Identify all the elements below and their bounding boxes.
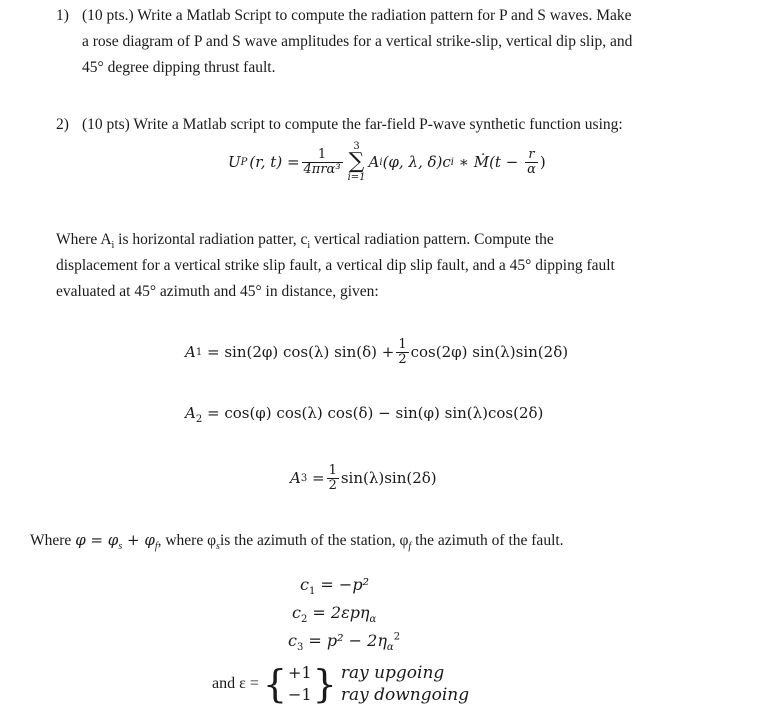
paragraph-line-1: Where $A_i$ is horizontal radiation patter, $c_i$ vertical radiation pattern. Compute the: [56, 231, 554, 252]
equation-epsilon: and ε = { +1 −1 } ray upgoing ray downgoing: [212, 662, 470, 706]
equation-a3: A 3 = $\frac{1}{2}$ sin(λ)sin(2δ): [290, 462, 437, 493]
problem-1-line-3: 45° degree dipping thrust fault.: [82, 59, 276, 76]
right-brace: }: [312, 662, 337, 706]
equation-c1: $c_1 = -p^2$: [300, 575, 369, 598]
equation-a2: $A_2 = \cos(\varphi)$ cos(λ) cos(δ) − sin(φ) sin(λ)cos(2δ): [185, 404, 544, 425]
ray-labels: ray upgoing ray downgoing: [340, 663, 470, 705]
equation-a1: A 1 = sin(2φ) cos(λ) sin(δ) + $\frac{1}{2}$ cos(2φ) sin(λ)sin(2δ): [185, 336, 569, 367]
equation-c2: $c_2 = 2\varepsilon p\eta_\alpha$: [292, 603, 377, 626]
paragraph-line-3: evaluated at 45° azimuth and 45° in distance, given:: [56, 283, 379, 300]
left-brace: {: [262, 662, 288, 706]
where-line: Where $\varphi = \varphi_s + \varphi_f$, where $\varphi_sis$ the azimuth of the station, $\varphi_f$ the azimuth of the fault.: [30, 531, 564, 553]
problem-1-line-1: (10 pts.) Write a Matlab Script to compute the radiation pattern for P and S waves. Make: [82, 7, 632, 24]
equation-up: U P (r, t) = $\frac{1}{\text{4πrα³}}$ 3 ∑ i=1 A i (φ, λ, δ)c i ∗ Ṁ(t − $\frac{r}{\alpha}$ ): [228, 141, 546, 183]
paragraph-line-2: displacement for a vertical strike slip fault, a vertical dip slip fault, and a 45° dipping fault: [56, 257, 615, 274]
problem-1-number: 1): [56, 7, 69, 24]
problem-2-number: 2): [56, 116, 69, 133]
problem-2-line-1: (10 pts) Write a Matlab script to compute the far-field P-wave synthetic function using:: [82, 116, 623, 133]
equation-c3: $c_3 = p^2 - 2\eta_\alpha^2$: [288, 631, 401, 654]
epsilon-cases: +1 −1: [288, 663, 312, 704]
problem-1-line-2: a rose diagram of P and S wave amplitudes for a vertical strike-slip, vertical dip slip, and: [82, 33, 633, 50]
